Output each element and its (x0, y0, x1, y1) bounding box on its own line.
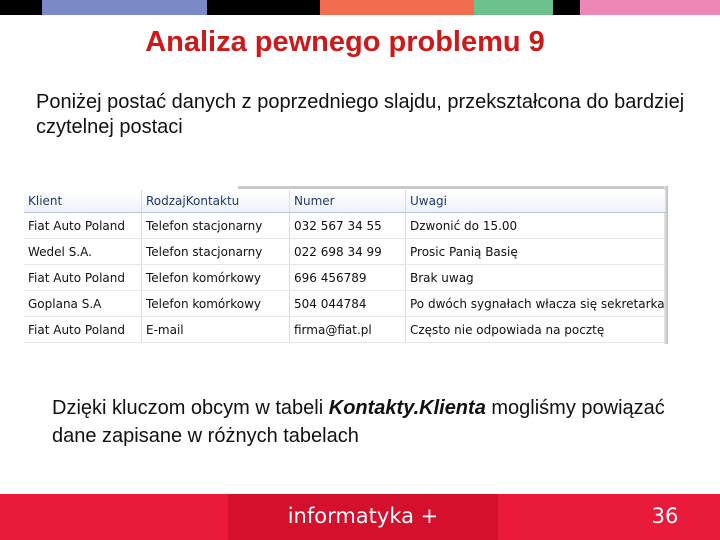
top-bar-segment (553, 0, 580, 15)
column-header-numer[interactable]: Numer (290, 190, 406, 213)
cell-numer[interactable]: 022 698 34 99 (290, 239, 406, 265)
cell-uwagi[interactable]: Prosic Panią Basię (406, 239, 666, 265)
cell-klient[interactable]: Goplana S.A (24, 291, 142, 317)
cell-numer[interactable]: 032 567 34 55 (290, 213, 406, 239)
slide-number: 36 (651, 504, 679, 528)
cell-numer[interactable]: 504 044784 (290, 291, 406, 317)
cell-rodzaj-kontaktu[interactable]: Telefon komórkowy (142, 291, 290, 317)
table-row[interactable] (24, 239, 665, 265)
column-header-uwagi[interactable]: Uwagi (406, 190, 666, 213)
top-bar-segment (320, 0, 474, 15)
top-bar-segment (0, 0, 42, 15)
note-text (52, 394, 712, 450)
cell-klient[interactable]: Fiat Auto Poland (24, 317, 142, 343)
intro-text: Poniżej postać danych z poprzedniego slajdu, przekształcona do bardziej czytelnej postaci (36, 91, 685, 138)
table-screenshot (24, 186, 668, 344)
cell-uwagi[interactable]: Brak uwag (406, 265, 666, 291)
contacts-table (24, 190, 666, 343)
note-text-start: Dzięki kluczom obcym w tabeli (52, 397, 329, 419)
cell-klient[interactable]: Fiat Auto Poland (24, 213, 142, 239)
cell-rodzaj-kontaktu[interactable]: E-mail (142, 317, 290, 343)
cell-numer[interactable]: 696 456789 (290, 265, 406, 291)
table-header-row (24, 190, 665, 213)
column-header-rodzaj-kontaktu[interactable]: RodzajKontaktu (142, 190, 290, 213)
top-bar-segment (474, 0, 553, 15)
top-bar-segment (42, 0, 207, 15)
cell-uwagi[interactable]: Często nie odpowiada na pocztę (406, 317, 666, 343)
table-row[interactable] (24, 265, 665, 291)
table-row[interactable] (24, 291, 665, 317)
top-color-bar (0, 0, 720, 15)
cell-rodzaj-kontaktu[interactable]: Telefon stacjonarny (142, 239, 290, 265)
note-text-end: mogliśmy powiązać dane zapisane w różnych tabelach (52, 397, 665, 447)
cell-rodzaj-kontaktu[interactable]: Telefon stacjonarny (142, 213, 290, 239)
cell-rodzaj-kontaktu[interactable]: Telefon komórkowy (142, 265, 290, 291)
cell-uwagi[interactable]: Dzwonić do 15.00 (406, 213, 666, 239)
table-row[interactable] (24, 317, 665, 343)
cell-klient[interactable]: Fiat Auto Poland (24, 265, 142, 291)
window-frame-top (238, 186, 668, 189)
top-bar-segment (207, 0, 320, 15)
cell-uwagi[interactable]: Po dwóch sygnałach włacza się sekretarka (406, 291, 666, 317)
footer-bar (0, 494, 720, 540)
cell-klient[interactable]: Wedel S.A. (24, 239, 142, 265)
course-label: informatyka + (228, 494, 498, 540)
cell-numer[interactable]: firma@fiat.pl (290, 317, 406, 343)
note-table-name: Kontakty.Klienta (328, 397, 486, 419)
table-row[interactable] (24, 213, 665, 239)
top-bar-segment (580, 0, 720, 15)
slide-title: Analiza pewnego problemu 9 (145, 26, 545, 58)
column-header-klient[interactable]: Klient (24, 190, 142, 213)
